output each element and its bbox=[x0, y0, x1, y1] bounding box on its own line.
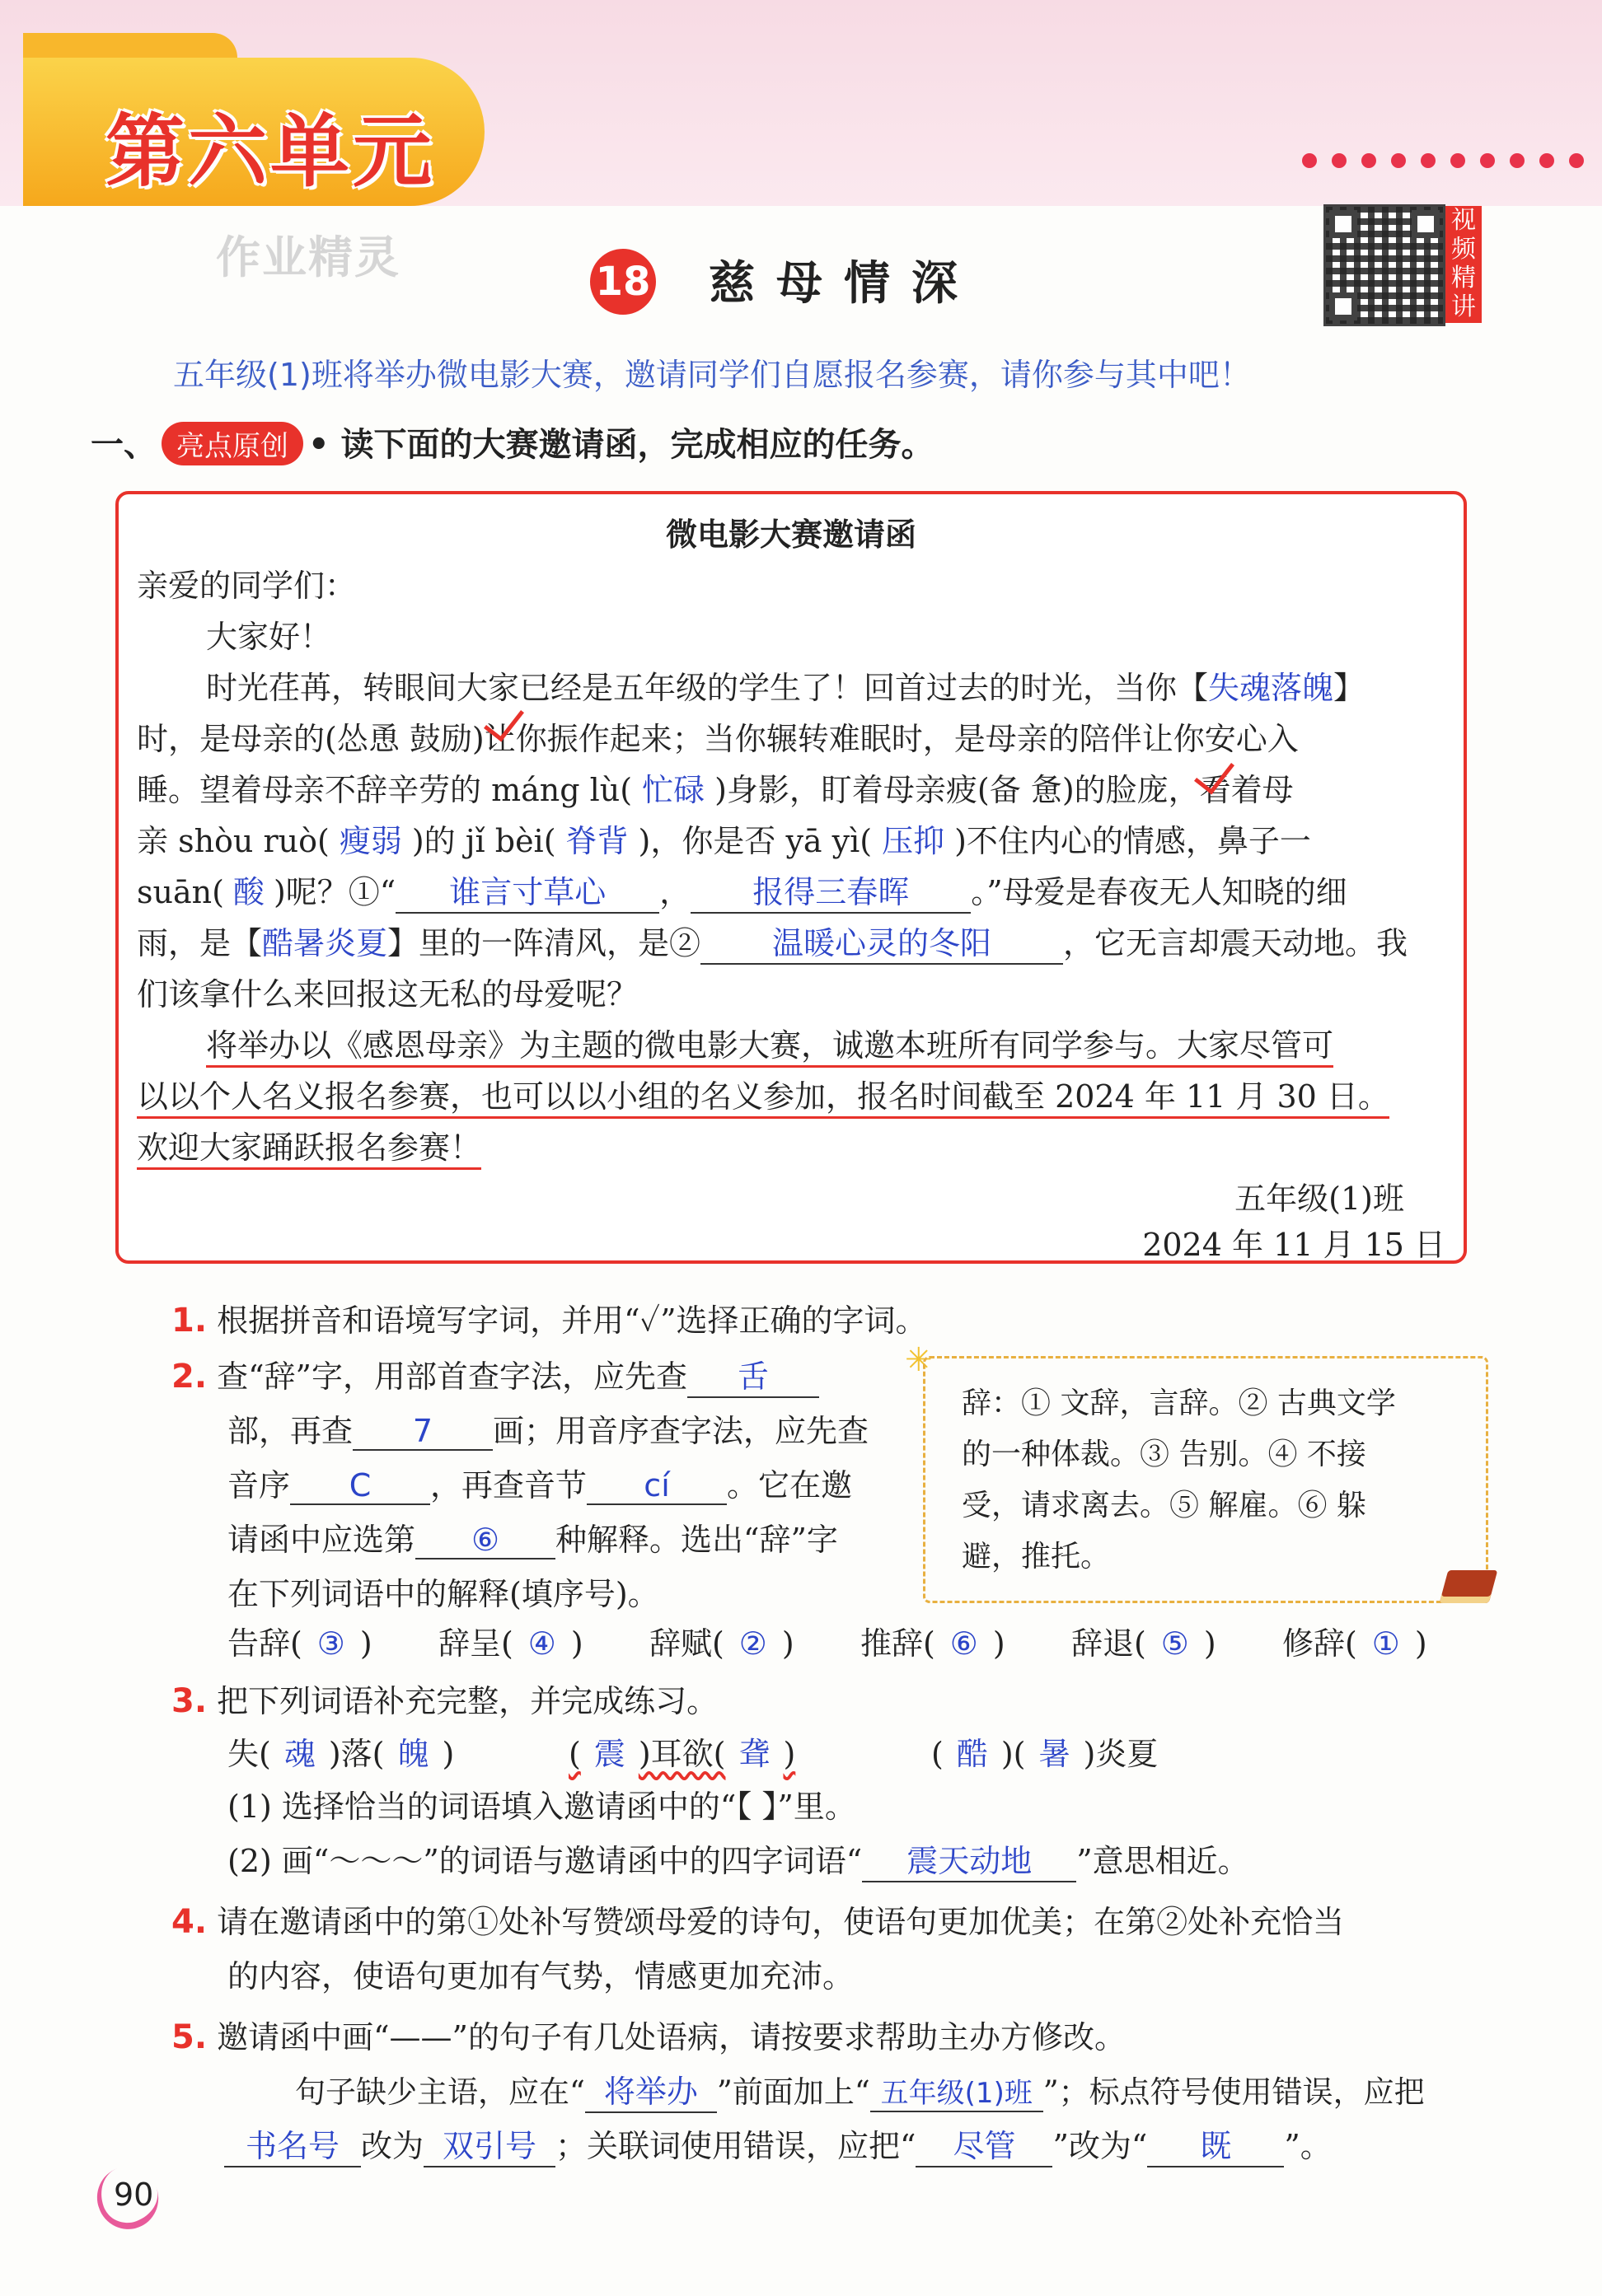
letter-line: 时，是母亲的(怂恿 鼓励)让你振作起来；当你辗转难眠时，是母亲的陪伴让你安心入 bbox=[137, 721, 1299, 757]
question-2-line: 音序 C ，再查音节 cí 。它在邀 bbox=[227, 1467, 853, 1503]
highlight-badge: 亮点原创 bbox=[162, 422, 303, 465]
phrase-3: ( 酷 )( 暑 )炎夏 bbox=[931, 1736, 1159, 1772]
decorative-dots bbox=[1302, 153, 1584, 168]
word-item: 告辞( ③ ) bbox=[227, 1625, 372, 1662]
definition-line: 辞：① 文辞，言辞。② 古典文学 bbox=[962, 1386, 1396, 1420]
invitation-letter bbox=[115, 491, 1467, 1264]
definition-box bbox=[923, 1356, 1488, 1603]
qr-code-icon[interactable] bbox=[1323, 204, 1445, 326]
question-5-line: 书名号 改为 双引号 ；关联词使用错误，应把“ 尽管 ”改为“ 既 ”。 bbox=[224, 2121, 1332, 2167]
question-3: 3. 把下列词语补充完整，并完成练习。 bbox=[171, 1682, 719, 1720]
question-4: 4. 请在邀请函中的第①处补写赞颂母爱的诗句，使语句更加优美；在第②处补充恰当 bbox=[171, 1903, 1345, 1941]
word-item: 推辞( ⑥ ) bbox=[860, 1625, 1005, 1662]
section-number: 一、 bbox=[91, 426, 157, 464]
question-2-line: 部，再查 7 画；用音序查字法，应先查 bbox=[227, 1413, 869, 1449]
video-lesson-tag[interactable]: 视频精讲 bbox=[1445, 206, 1482, 323]
question-1: 1. 根据拼音和语境写字词，并用“✓”选择正确的字词。 bbox=[171, 1302, 927, 1340]
page-number: 90 bbox=[114, 2177, 154, 2213]
letter-line-underlined: 将举办以《感恩母亲》为主题的微电影大赛，诚邀本班所有同学参与。大家尽管可 bbox=[206, 1020, 1333, 1068]
letter-line-underlined: 欢迎大家踊跃报名参赛！ bbox=[137, 1122, 481, 1170]
section-heading bbox=[91, 419, 934, 465]
word-list bbox=[227, 1618, 1464, 1663]
question-3-sub1: (1) 选择恰当的词语填入邀请函中的“【 】”里。 bbox=[227, 1789, 856, 1825]
sparkle-icon: ✳ bbox=[905, 1341, 933, 1379]
definition-line: 避，推托。 bbox=[962, 1540, 1111, 1574]
definition-line: 的一种体裁。③ 告别。④ 不接 bbox=[962, 1438, 1366, 1471]
question-2-line: 在下列词语中的解释(填序号)。 bbox=[227, 1576, 659, 1612]
answer-text: 忙碌 bbox=[642, 772, 705, 808]
letter-line-underlined: 以以个人名义报名参赛，也可以以小组的名义参加，报名时间截至 2024 年 11 月 30 日。 bbox=[137, 1071, 1389, 1119]
lesson-title: 慈母情深 bbox=[709, 256, 979, 311]
letter-line: 睡。望着母亲不辞辛劳的 máng lù( 忙碌 )身影，盯着母亲疲(备 惫)的脸庞，看着母 bbox=[137, 765, 1294, 810]
word-item: 辞赋( ② ) bbox=[649, 1625, 794, 1662]
letter-line: 时光荏苒，转眼间大家已经是五年级的学生了！回首过去的时光，当你【失魂落魄】 bbox=[206, 670, 1365, 706]
lesson-number: 18 bbox=[590, 249, 656, 315]
letter-hello: 大家好！ bbox=[206, 619, 332, 655]
word-item: 修辞( ① ) bbox=[1282, 1625, 1427, 1662]
intro-text: 五年级(1)班将举办微电影大赛，邀请同学们自愿报名参赛，请你参与其中吧！ bbox=[173, 357, 1251, 393]
letter-line: 们该拿什么来回报这无私的母爱呢？ bbox=[137, 976, 639, 1012]
letter-greeting: 亲爱的同学们： bbox=[137, 568, 357, 604]
signature-class: 五年级(1)班 bbox=[1234, 1181, 1404, 1217]
question-4-line: 的内容，使语句更加有气势，情感更加充沛。 bbox=[227, 1958, 855, 1994]
question-2: 2. 查“辞”字，用部首查字法，应先查 舌 bbox=[171, 1351, 819, 1398]
letter-line: 亲 shòu ruò( 瘦弱 )的 jǐ bèi( 脊背 )，你是否 yā yì( 压抑 )不住内心的情感，鼻子一 bbox=[137, 823, 1311, 859]
section-bullet: • bbox=[308, 426, 330, 464]
signature-date: 2024 年 11 月 15 日 bbox=[1142, 1227, 1445, 1263]
question-2-line: 请函中应选第 ⑥ 种解释。选出“辞”字 bbox=[227, 1522, 838, 1558]
word-item: 辞呈( ④ ) bbox=[438, 1625, 583, 1662]
question-5: 5. 邀请函中画“——”的句子有几处语病，请按要求帮助主办方修改。 bbox=[171, 2018, 1126, 2056]
definition-line: 受，请求离去。⑤ 解雇。⑥ 躲 bbox=[962, 1489, 1366, 1522]
phrase-2: ( 震 )耳欲( 聋 ) bbox=[569, 1736, 796, 1772]
section-instruction: 读下面的大赛邀请函，完成相应的任务。 bbox=[340, 426, 934, 464]
question-5-line: 句子缺少主语，应在“ 将举办 ”前面加上“ 五年级(1)班 ”；标点符号使用错误，应把 bbox=[295, 2066, 1425, 2113]
answer-text: 失魂落魄 bbox=[1208, 670, 1334, 706]
watermark: 作业精灵 bbox=[216, 231, 400, 283]
question-3-sub2: (2) 画“～～～”的词语与邀请函中的四字词语“ 震天动地 ”意思相近。 bbox=[227, 1835, 1249, 1882]
book-icon bbox=[1440, 1570, 1498, 1603]
phrase-1: 失( 魂 )落( 魄 ) bbox=[227, 1736, 455, 1772]
word-item: 辞退( ⑤ ) bbox=[1071, 1625, 1216, 1662]
letter-title: 微电影大赛邀请函 bbox=[665, 516, 916, 553]
unit-title: 第六单元 bbox=[105, 105, 435, 198]
letter-line: suān( 酸 )呢？①“ 谁言寸草心 ， 报得三春晖 。”母爱是春夜无人知晓的细 bbox=[137, 867, 1347, 914]
letter-line: 雨，是【酷暑炎夏】里的一阵清风，是② 温暖心灵的冬阳 ，它无言却震天动地。我 bbox=[137, 918, 1408, 965]
